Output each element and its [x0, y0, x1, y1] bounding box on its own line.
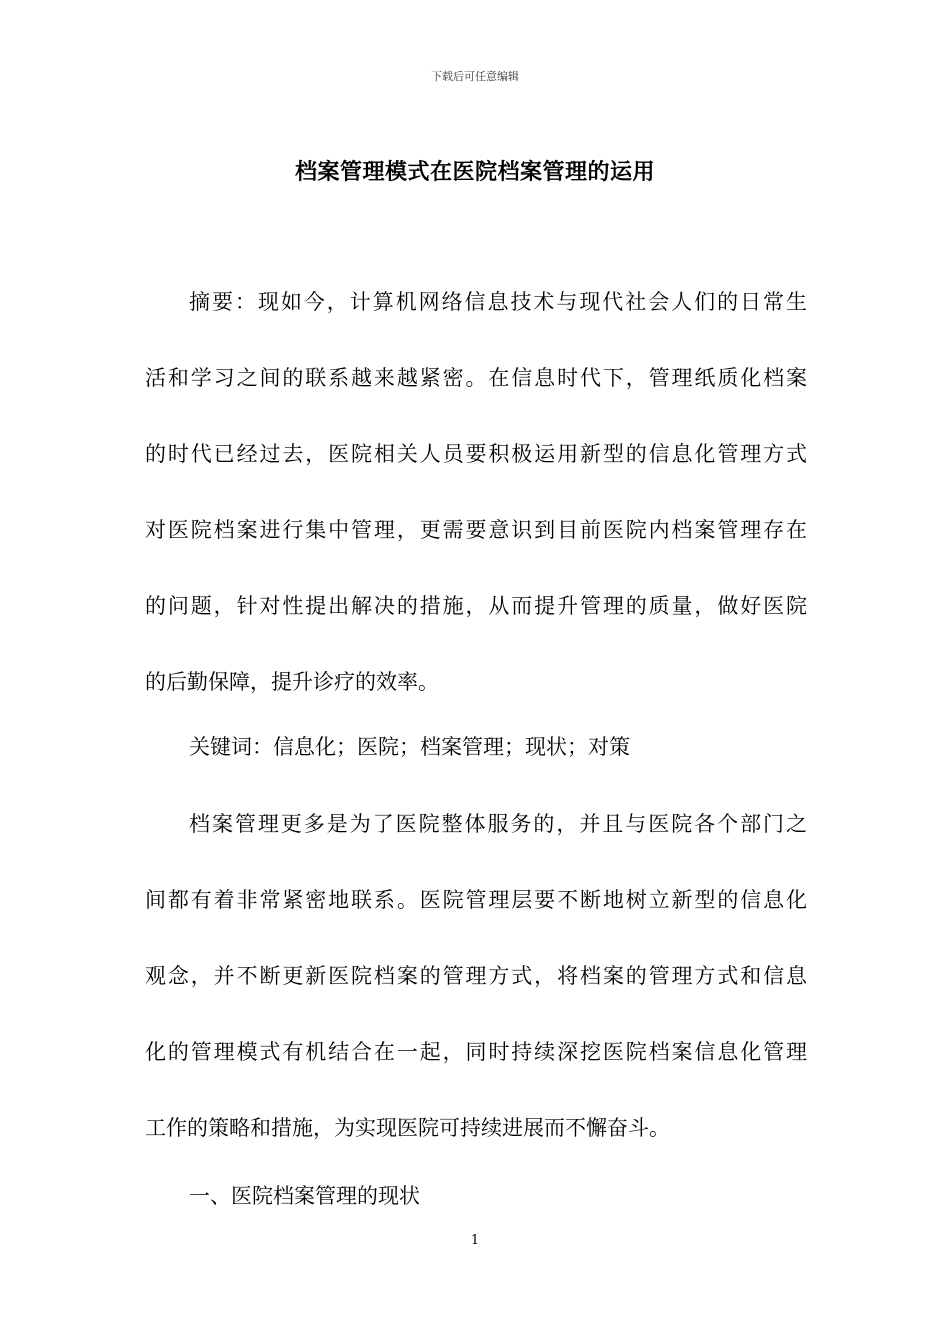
intro-line: 观念，并不断更新医院档案的管理方式，将档案的管理方式和信息: [145, 964, 807, 988]
intro-line: 工作的策略和措施，为实现医院可持续进展而不懈奋斗。: [145, 1116, 670, 1140]
page-number: 1: [470, 1233, 480, 1248]
intro-paragraph: [145, 805, 807, 1185]
abstract-paragraph: [145, 283, 807, 739]
abstract-line: 的时代已经过去，医院相关人员要积极运用新型的信息化管理方式: [145, 442, 807, 466]
abstract-line: 活和学习之间的联系越来越紧密。在信息时代下，管理纸质化档案: [145, 366, 807, 390]
abstract-line: 摘要：现如今，计算机网络信息技术与现代社会人们的日常生: [189, 290, 807, 314]
document-title: 档案管理模式在医院档案管理的运用: [294, 159, 655, 185]
section-heading: 一、医院档案管理的现状: [189, 1184, 420, 1208]
header-note: 下载后可任意编辑: [431, 70, 519, 83]
keywords-line: 关键词：信息化；医院；档案管理；现状；对策: [189, 735, 630, 759]
abstract-line: 的问题，针对性提出解决的措施，从而提升管理的质量，做好医院: [145, 594, 807, 618]
abstract-line: 对医院档案进行集中管理，更需要意识到目前医院内档案管理存在: [145, 518, 807, 542]
abstract-line: 的后勤保障，提升诊疗的效率。: [145, 670, 439, 694]
intro-line: 档案管理更多是为了医院整体服务的，并且与医院各个部门之: [189, 812, 807, 836]
intro-line: 间都有着非常紧密地联系。医院管理层要不断地树立新型的信息化: [145, 888, 807, 912]
intro-line: 化的管理模式有机结合在一起，同时持续深挖医院档案信息化管理: [145, 1040, 807, 1064]
